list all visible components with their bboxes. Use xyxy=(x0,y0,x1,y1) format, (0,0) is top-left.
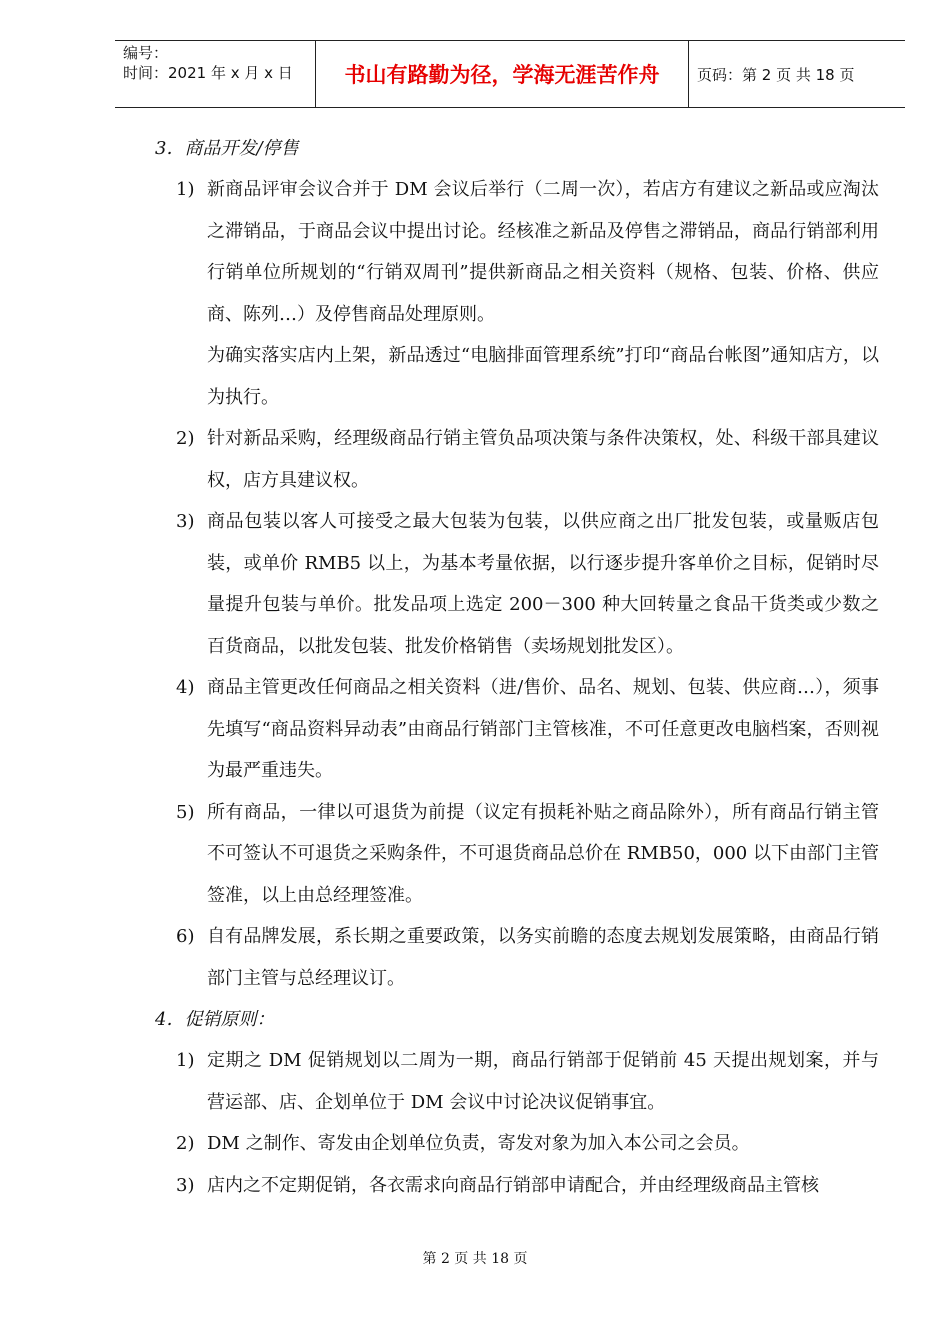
item-text: 为确实落实店内上架，新品透过“电脑排面管理系统”打印“商品台帐图”通知店方，以为执行。 xyxy=(207,345,879,408)
header-meta xyxy=(115,41,315,107)
item-text: 自有品牌发展，系长期之重要政策，以务实前瞻的态度去规划发展策略，由商品行销部门主管与总经理议订。 xyxy=(207,926,879,989)
page-footer: 第 2 页 共 18 页 xyxy=(422,1251,528,1267)
page-header xyxy=(115,40,905,108)
item-number: 6) xyxy=(176,926,195,947)
list-item xyxy=(207,335,879,418)
item-number: 4) xyxy=(176,677,195,698)
item-text: 新商品评审会议合并于 DM 会议后举行（二周一次），若店方有建议之新品或应淘汰之滞销品，于商品会议中提出讨论。经核准之新品及停售之滞销品，商品行销部利用行销单位所规划的“行销双周刊”提供新商品之相关资料（规格、包装、价格、供应商、陈列…）及停售商品处理原则。 xyxy=(207,179,879,325)
list-item xyxy=(176,1040,879,1123)
item-number: 1) xyxy=(176,1050,195,1071)
section-title: 3．商品开发/停售 xyxy=(155,138,299,159)
item-number: 5) xyxy=(176,801,195,823)
document-body xyxy=(0,128,950,1206)
item-text: 定期之 DM 促销规划以二周为一期，商品行销部于促销前 45 天提出规划案，并与营运部、店、企划单位于 DM 会议中讨论决议促销事宜。 xyxy=(207,1050,879,1113)
item-number: 3) xyxy=(176,511,195,532)
item-number: 2) xyxy=(176,1133,195,1154)
header-page-info: 页码：第 2 页 共 18 页 xyxy=(697,65,855,84)
item-text: 店内之不定期促销，各衣需求向商品行销部申请配合，并由经理级商品主管核 xyxy=(207,1174,819,1196)
list-item xyxy=(176,792,879,917)
item-number: 3) xyxy=(176,1174,195,1196)
item-text: 商品包装以客人可接受之最大包装为包装，以供应商之出厂批发包装，或量贩店包装，或单价 RMB5 以上，为基本考量依据，以行逐步提升客单价之目标，促销时尽量提升包装与单价。批发品项上选定 200－300 种大回转量之食品干货类或少数之百货商品，以批发包装、批发价格销售（卖场规划批发区）。 xyxy=(207,511,879,657)
header-motto: 书山有路勤为径，学海无涯苦作舟 xyxy=(315,41,689,107)
list-item xyxy=(176,169,879,335)
list-item xyxy=(176,1123,879,1165)
item-text: 所有商品，一律以可退货为前提（议定有损耗补贴之商品除外），所有商品行销主管不可签认不可退货之采购条件，不可退货商品总价在 RMB50，000 以下由部门主管签准，以上由总经理签准。 xyxy=(207,801,879,906)
list-item xyxy=(176,916,879,999)
list-item xyxy=(176,418,879,501)
section-title: 4．促销原则： xyxy=(155,1009,275,1030)
document-date-label: 时间：2021 年 x 月 x 日 xyxy=(123,64,293,82)
item-text: 商品主管更改任何商品之相关资料（进/售价、品名、规划、包装、供应商…），须事先填写“商品资料异动表”由商品行销部门主管核准，不可任意更改电脑档案，否则视为最严重违失。 xyxy=(207,677,879,781)
item-number: 1) xyxy=(176,179,195,200)
list-item xyxy=(176,1165,879,1207)
list-item xyxy=(176,667,879,792)
document-number-label: 编号： xyxy=(123,44,169,62)
item-number: 2) xyxy=(176,428,195,449)
list-item xyxy=(176,501,879,667)
item-text: 针对新品采购，经理级商品行销主管负品项决策与条件决策权，处、科级干部具建议权，店方具建议权。 xyxy=(207,428,879,491)
item-text: DM 之制作、寄发由企划单位负责，寄发对象为加入本公司之会员。 xyxy=(207,1133,750,1154)
